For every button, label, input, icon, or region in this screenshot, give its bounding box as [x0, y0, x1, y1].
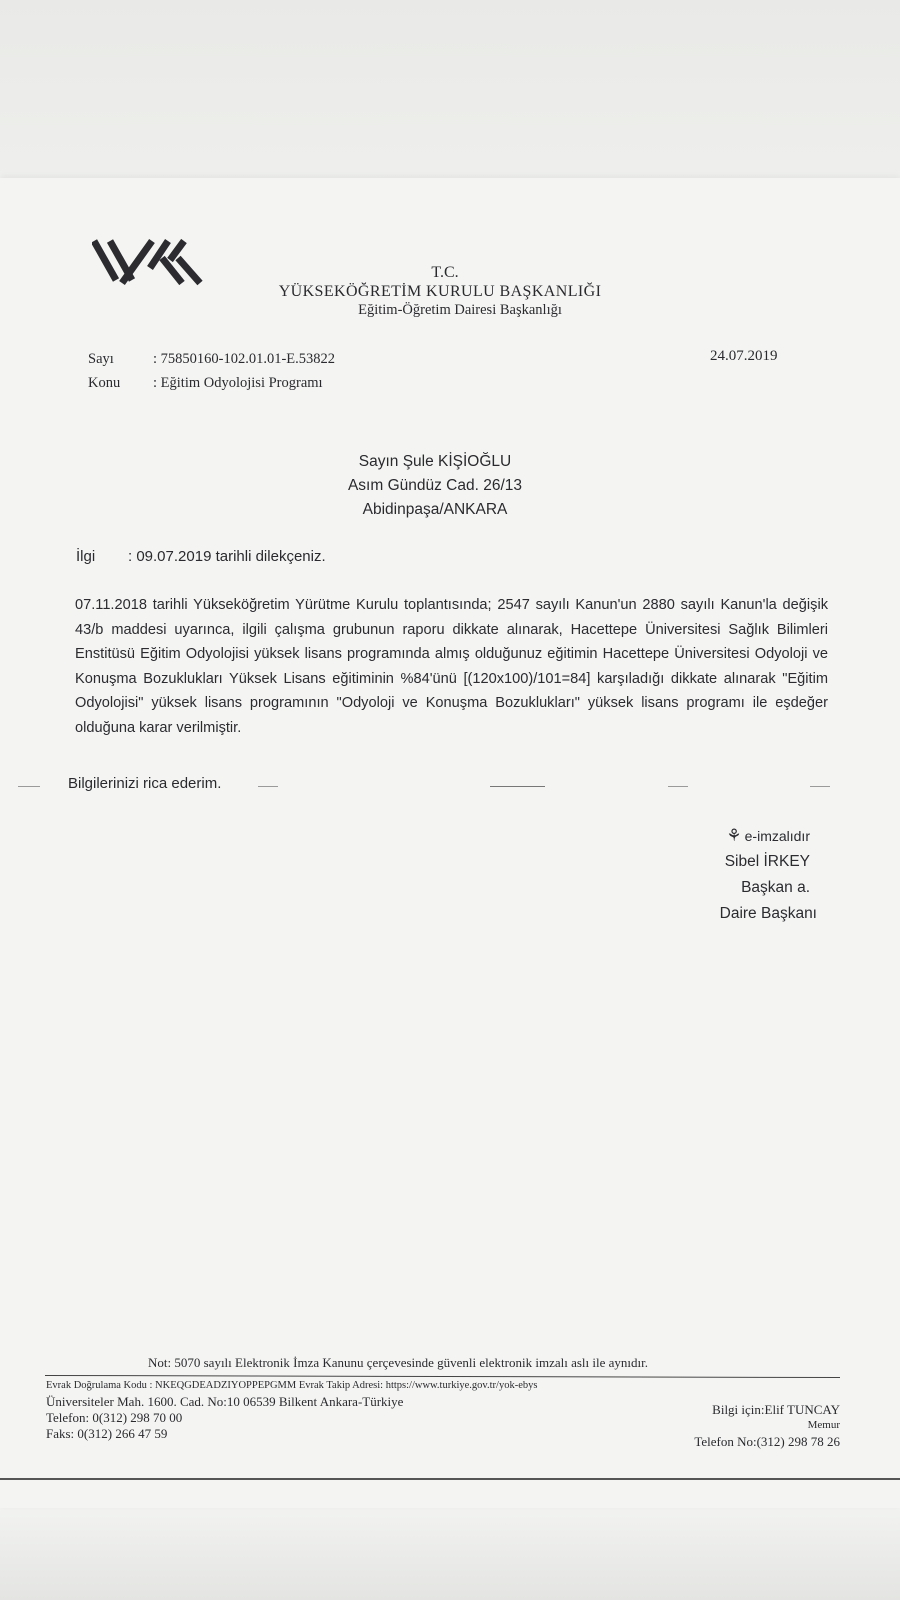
- sayi-label: Sayı: [88, 351, 114, 367]
- body-paragraph: 07.11.2018 tarihli Yükseköğretim Yürütme Kurulu toplantısında; 2547 sayılı Kanun'un 2880 sayılı Kanun'la değişik 43/b maddesi uyarınca, ilgili çalışma grubunun raporu dikkate alınarak, Hacettepe Üniversitesi Sağlık Bilimleri Enstitüsü Eğitim Odyolojisi yüksek lisans programında almış olduğunuz eğitimin Hacettepe Üniversitesi Odyoloji ve Konuşma Bozuklukları Yüksek Lisans eğitiminin %84'ünü [(120x100)/101=84] karşıladığı dikkate alınarak "Eğitim Odyolojisi" yüksek lisans programının "Odyoloji ve Konuşma Bozuklukları" yüksek lisans programı ile eşdeğer olduğuna karar verilmiştir.: [75, 597, 828, 736]
- page-edge: [0, 1478, 900, 1480]
- ilgi-label: İlgi: [76, 548, 96, 565]
- footer-address: Üniversiteler Mah. 1600. Cad. No:10 06539 Bilkent Ankara-Türkiye: [46, 1394, 404, 1409]
- signer-department: Daire Başkanı: [719, 905, 817, 922]
- footer-fax: Faks: 0(312) 266 47 59: [46, 1426, 168, 1441]
- sayi-value: : 75850160-102.01.01-E.53822: [153, 351, 336, 367]
- recipient-street: Asım Gündüz Cad. 26/13: [347, 477, 523, 494]
- konu-label: Konu: [88, 375, 121, 391]
- e-signature-badge: [560, 826, 810, 846]
- divider: [18, 786, 40, 787]
- konu-value: : Eğitim Odyolojisi Programı: [153, 375, 323, 391]
- document-date: 24.07.2019: [710, 348, 778, 364]
- info-phone: Telefon No:(312) 298 78 26: [694, 1434, 840, 1449]
- ilgi-value: : 09.07.2019 tarihli dilekçeniz.: [128, 548, 326, 565]
- header-department: Eğitim-Öğretim Dairesi Başkanlığı: [358, 302, 562, 318]
- e-imza-label: e-imzalıdır: [744, 828, 810, 844]
- header-institution: YÜKSEKÖĞRETİM KURULU BAŞKANLIĞI: [278, 283, 602, 300]
- verification-code: Evrak Doğrulama Kodu : NKEQGDEADZIYOPPEPGMM Evrak Takip Adresi: https://www.turkiye.gov.tr/yok-ebys: [46, 1380, 538, 1391]
- closing-text: Bilgilerinizi rica ederim.: [68, 775, 222, 792]
- footer-phone: Telefon: 0(312) 298 70 00: [46, 1410, 183, 1425]
- header-tc: T.C.: [431, 264, 459, 281]
- signer-name: Sibel İRKEY: [724, 853, 810, 870]
- ribbon-icon: ⚘: [726, 826, 742, 845]
- divider: [490, 786, 545, 787]
- info-contact: Bilgi için:Elif TUNCAY: [712, 1402, 840, 1417]
- recipient-name: Sayın Şule KİŞİOĞLU: [358, 453, 512, 470]
- info-role: Memur: [807, 1419, 840, 1431]
- divider: [810, 786, 830, 787]
- divider: [668, 786, 688, 787]
- signer-title: Başkan a.: [741, 879, 810, 896]
- recipient-city: Abidinpaşa/ANKARA: [362, 501, 508, 518]
- divider: [258, 786, 278, 787]
- footer-note: Not: 5070 sayılı Elektronik İmza Kanunu çerçevesinde güvenli elektronik imzalı aslı ile aynıdır.: [148, 1355, 648, 1370]
